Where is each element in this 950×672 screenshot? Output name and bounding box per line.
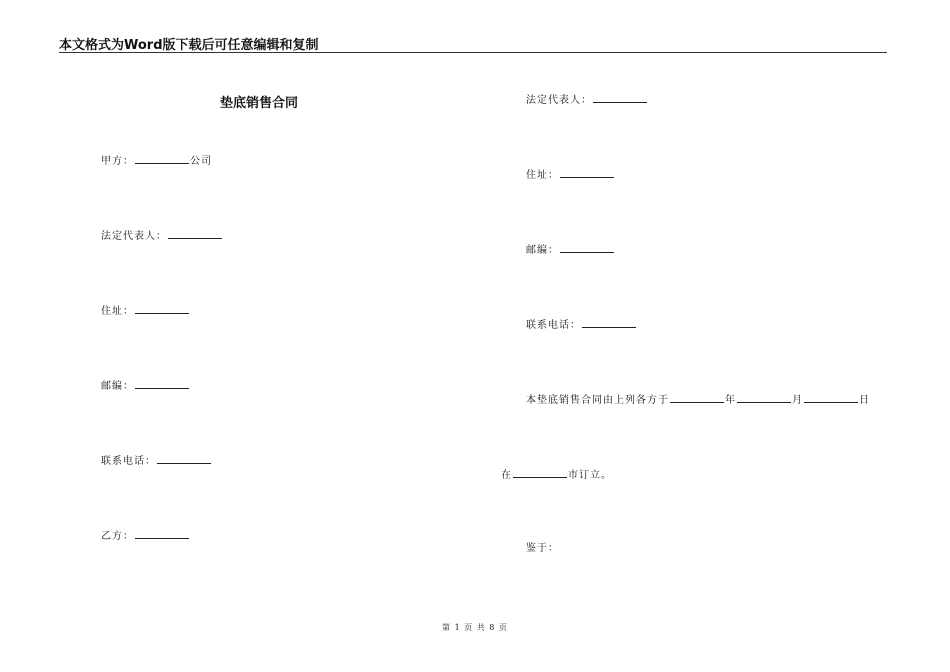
postcode-b-line [526,242,615,258]
sign-date-prefix: 本垫底销售合同由上列各方于 [526,395,669,406]
phone-b-line [526,317,637,333]
month-blank[interactable] [737,392,791,403]
rep-a-line [101,228,223,244]
address-b-blank[interactable] [560,167,614,178]
phone-b-blank[interactable] [582,317,636,328]
rep-b-label: 法定代表人： [526,95,592,106]
city-blank[interactable] [513,467,567,478]
phone-b-label: 联系电话： [526,320,581,331]
rep-a-blank[interactable] [168,228,222,239]
party-b-label: 乙方： [101,531,134,542]
postcode-a-blank[interactable] [135,378,189,389]
party-b-blank[interactable] [135,528,189,539]
postcode-b-label: 邮编： [526,245,559,256]
phone-a-label: 联系电话： [101,456,156,467]
address-a-line [101,303,190,319]
rep-a-label: 法定代表人： [101,231,167,242]
postcode-a-label: 邮编： [101,381,134,392]
sign-place-line [501,467,612,483]
day-label: 日 [859,395,870,406]
header-text: 本文格式为Word版下载后可任意编辑和复制 [59,38,319,53]
phone-a-blank[interactable] [157,453,211,464]
document-title: 垫底销售合同 [220,96,299,111]
rep-b-blank[interactable] [593,92,647,103]
day-blank[interactable] [804,392,858,403]
sign-place-prefix: 在 [501,470,512,481]
sign-date-line [526,392,870,408]
sign-place-suffix: 市订立。 [568,470,612,481]
page-header [59,34,887,53]
year-blank[interactable] [670,392,724,403]
party-b-line [101,528,190,544]
page-footer: 第 1 页 共 8 页 [442,623,508,632]
whereas-label: 鉴于： [526,543,559,554]
party-a-suffix: 公司 [190,156,212,167]
postcode-b-blank[interactable] [560,242,614,253]
month-label: 月 [792,395,803,406]
year-label: 年 [725,395,736,406]
whereas-line [526,542,559,556]
party-a-label: 甲方： [101,156,134,167]
address-a-blank[interactable] [135,303,189,314]
rep-b-line [526,92,648,108]
postcode-a-line [101,378,190,394]
party-a-line [101,153,212,169]
party-a-blank[interactable] [135,153,189,164]
address-a-label: 住址： [101,306,134,317]
phone-a-line [101,453,212,469]
address-b-line [526,167,615,183]
address-b-label: 住址： [526,170,559,181]
